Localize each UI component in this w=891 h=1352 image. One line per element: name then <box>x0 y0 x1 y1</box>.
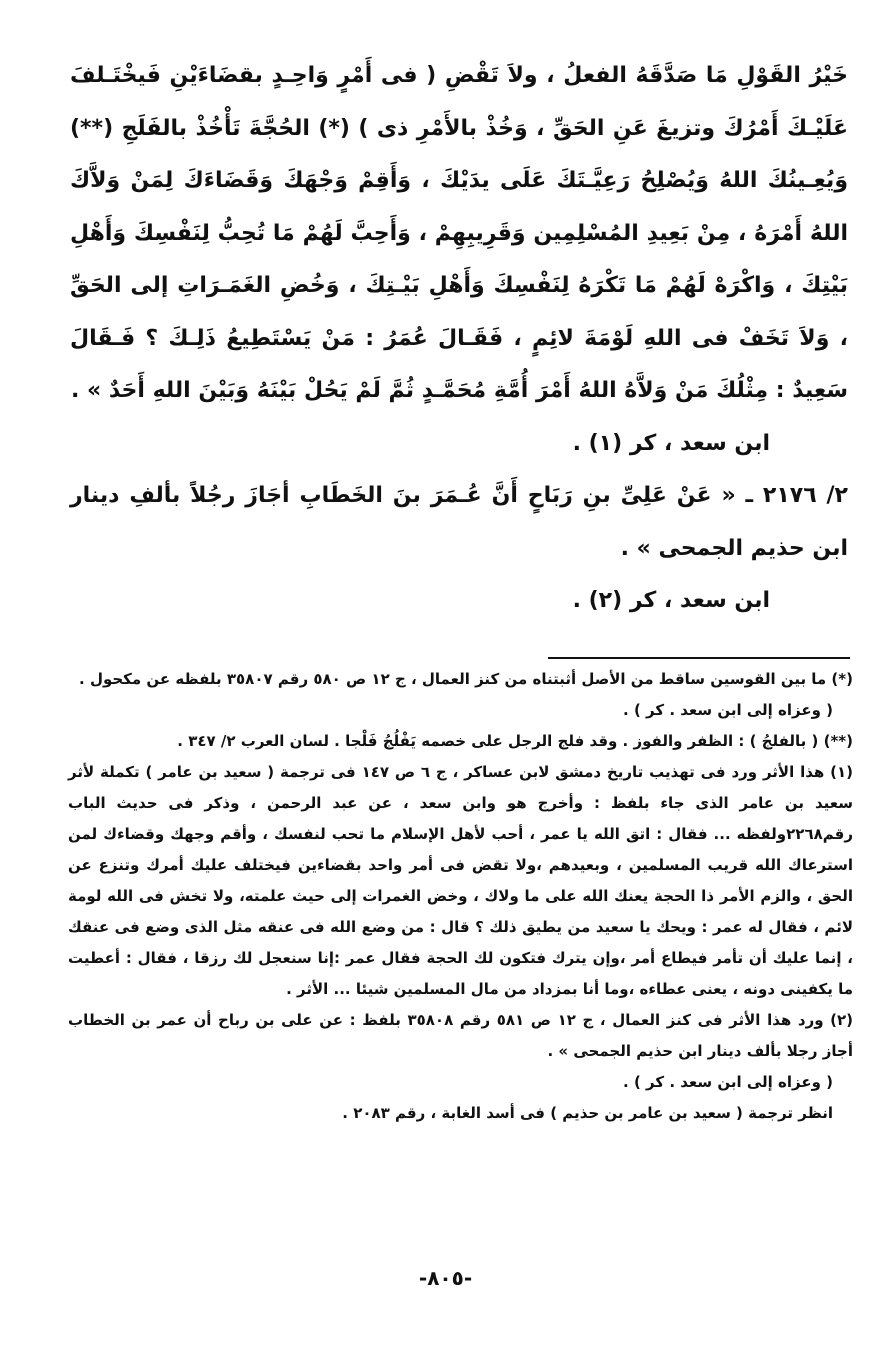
footnote-star: (*) ما بين القوسين ساقط من الأصل أثبتناه من كنز العمال ، ج ١٢ ص ٥٨٠ رقم ٣٥٨٠٧ بلفظه عن مكحول . <box>79 670 853 688</box>
page-number: -٨٠٥- <box>418 1266 473 1290</box>
footnotes <box>68 664 853 1129</box>
paragraph-hadith-2176: ٢/ ٢١٧٦ ـ « عَنْ عَلِىِّ بنِ رَبَاحٍ أَنَّ عُـمَرَ بنَ الخَطَابِ أجَازَ رجُلاً بألفِ دينار ابن حذيم الجمحى » . <box>70 483 848 561</box>
footnote-2-attribution: ( وعزاه إلى ابن سعد . كر ) . <box>623 1073 833 1091</box>
footnote-divider <box>548 657 850 659</box>
footnote-2: (٢) ورد هذا الأثر فى كنز العمال ، ج ١٢ ص ٥٨١ رقم ٣٥٨٠٨ بلفظ : عن على بن رباح أن عمر بن الخطاب أجاز رجلا بألف دينار ابن حذيم الجمحى » . <box>68 1011 854 1060</box>
source-citation-1: ابن سعد ، كر (١) . <box>572 430 770 456</box>
footnote-double-star: (**) ( بالفلجُ ) : الظفر والفوز . وقد فلج الرجل على خصمه يَفْلُجُ فَلْجا . لسان العرب ٢/ ٣٤٧ . <box>177 732 853 750</box>
main-text <box>70 50 848 628</box>
source-citation-2: ابن سعد ، كر (٢) . <box>572 588 770 613</box>
footnote-1: (١) هذا الأثر ورد فى تهذيب تاريخ دمشق لابن عساكر ، ج ٦ ص ١٤٧ فى ترجمة ( سعيد بن عامر ) تكملة لأثر سعيد بن عامر الذى جاء بلفظ : وأخرج هو وابن سعد ، عن عبد الرحمن ، وذكر فى حديث الباب رقم٢٢٦٨ولفظه ... فقال : اتق الله يا عمر ، أحب لأهل الإسلام ما تحب لنفسك ، وأقم وجهك وقضاءك لمن استرعاك الله قريب المسلمين ، وبعيدهم ،ولا تقض فى أمر واحد بقضاءين فيختلف عليك أمرك وتنزع عن الحق ، والزم الأمر ذا الحجة يعنك الله على ما ولاك ، وخض الغمرات إلى حيث علمته، ولا تخش فى الله لومة لائم ، فقال له عمر : ويحك يا سعيد من يطيق ذلك ؟ قال : من وضع الله فى عنقه مثل الذى وضع فى عنقك ، إنما عليك أن تأمر فيطاع أمر ،وإن يترك فتكون لك الحجة فقال عمر :إنا سنعجل لك رزقا ، فقال : أعطيت ما يكفينى دونه ، يعنى عطاءه ،وما أنا بمزداد من مال المسلمين شيئا ... الأثر . <box>68 763 853 998</box>
paragraph-hadith-continuation: خَيْرُ القَوْلِ مَا صَدَّقَهُ الفعلُ ، ولاَ تَقْضِ ( فى أَمْرٍ وَاحِـدٍ بقضَاءَيْنِ فَيخْتَـلفَ عَلَيْـكَ أَمْرُكَ وتزيغَ عَنِ الحَقِّ ، وَخُذْ بالأَمْرِ ذى ) (*) الحُجَّةَ تَأْخُذْ بالفَلَجِ (**) وَيُعِـينُكَ اللهُ وَيُصْلِحُ رَعِيَّـتَكَ عَلَى يدَيْكَ ، وَأَقِمْ وَجْهَكَ وَقَضَاءَكَ لِمَنْ وَلاَّكَ اللهُ أَمْرَهُ ، مِنْ بَعِيدِ المُسْلِمِين وَقَرِيبِهِمْ ، وَأَحِبَّ لَهُمْ مَا تُحِبُّ لِنَفْسِكَ وَأَهْلِ بَيْتِكَ ، وَاكْرَهْ لَهُمْ مَا تَكْرَهُ لِنَفْسِكَ وَأَهْلِ بَيْـتِكَ ، وَخُضِ الغَمَـرَاتِ إلى الحَقِّ ، وَلاَ تَخَفْ فى اللهِ لَوْمَةَ لائِمٍ ، فَقَـالَ عُمَرُ : مَنْ يَسْتَطِيعُ ذَلِـكَ ؟ فَـقَالَ سَعِيدٌ : مِثْلُكَ مَنْ وَلاَّهُ اللهُ أَمْرَ أُمَّةِ مُحَمَّـدٍ ثُمَّ لَمْ يَحُلْ بَيْنَهُ وَبَيْنَ اللهِ أَحَدٌ » . <box>70 63 848 403</box>
footnote-2-see-also: انظر ترجمة ( سعيد بن عامر بن حذيم ) فى أسد الغابة ، رقم ٢٠٨٣ . <box>342 1104 833 1122</box>
footnote-star-attribution: ( وعزاه إلى ابن سعد . كر ) . <box>623 701 833 719</box>
